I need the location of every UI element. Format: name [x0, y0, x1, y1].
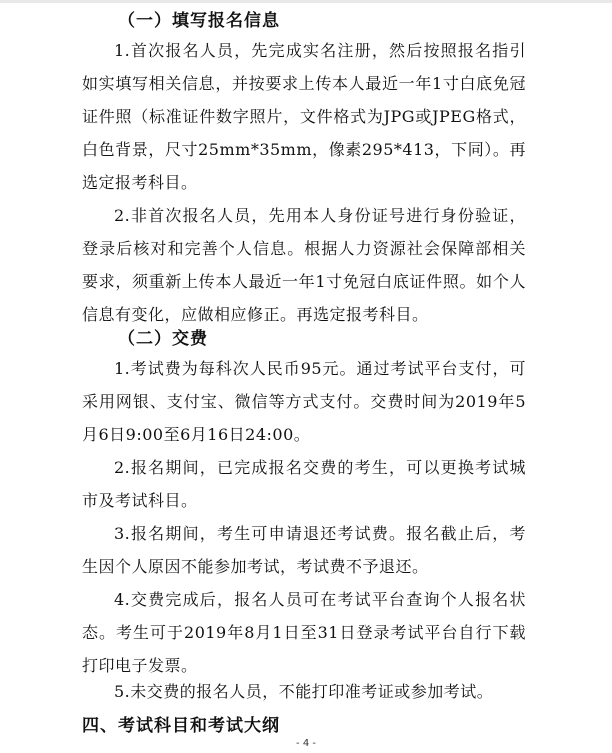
paragraph-change-city: 2.报名期间，已完成报名交费的考生，可以更换考试城市及考试科目。 — [82, 458, 526, 510]
paragraph-check-status: 4.交费完成后，报名人员可在考试平台查询个人报名状态。考生可于2019年8月1日至31日登录考试平台自行下载打印电子发票。 — [82, 590, 526, 675]
paragraph-exam-fee: 1.考试费为每科次人民币95元。通过考试平台支付，可采用网银、支付宝、微信等方式支付。交费时间为2019年5月6日9:00至6月16日24:00。 — [82, 359, 526, 444]
page-number: - 4 - — [296, 738, 316, 749]
paragraph-unpaid: 5.未交费的报名人员，不能打印准考证或参加考试。 — [114, 682, 494, 701]
section-heading-fill-info: （一）填写报名信息 — [118, 11, 280, 31]
paragraph-first-registration: 1.首次报名人员，先完成实名注册，然后按照报名指引如实填写相关信息，并按要求上传本人最近一年1寸白底免冠证件照（标准证件数字照片，文件格式为JPG或JPEG格式，白色背景，尺寸25mm*35mm，像素295*413，下同）。再选定报考科目。 — [82, 41, 526, 192]
chapter-heading-subjects: 四、考试科目和考试大纲 — [82, 716, 280, 736]
page-top-edge — [0, 0, 612, 3]
section-heading-payment: （二）交费 — [118, 329, 208, 349]
paragraph-repeat-registration: 2.非首次报名人员，先用本人身份证号进行身份验证，登录后核对和完善个人信息。根据人力资源社会保障部相关要求，须重新上传本人最近一年1寸免冠白底证件照。如个人信息有变化，应做相应修正。再选定报考科目。 — [82, 206, 526, 324]
paragraph-refund: 3.报名期间，考生可申请退还考试费。报名截止后，考生因个人原因不能参加考试，考试费不予退还。 — [82, 524, 526, 576]
